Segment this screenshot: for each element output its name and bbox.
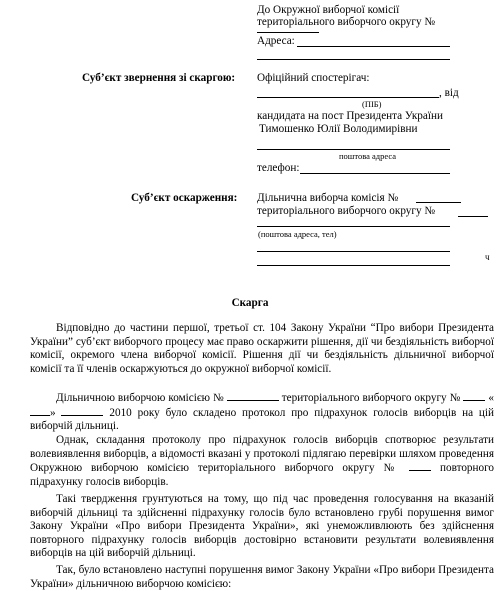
paragraph-2-part-a: Дільничною виборчою комісією № [56, 392, 224, 404]
paragraph-4-text: Такі твердження грунтуються на тому, що під час проведення голосування на вказаній виборчій дільниці та здійсненні підрахунку голосів було встановлено грубі порушення вимог Закону України «Про вибори Президента України», які унеможливлюють без здійснення повторного підрахунку голосів виборців достовірно встановити результати волевиявлення виборців на цій виборчій дільниці. [30, 493, 494, 559]
paragraph-2-part-b: територіального виборчого округу № [281, 392, 461, 404]
postal-address-line [257, 149, 450, 150]
postal-caption: поштова адреса [339, 151, 396, 161]
polling-station-number-line [416, 202, 461, 203]
observer-name-line [257, 97, 439, 98]
paragraph-2 [30, 391, 494, 434]
paragraph-2-part-e: 2010 року було складено протокол про підрахунок голосів виборців на цій виборчій дільниці. [30, 406, 495, 432]
document-title: Скарга [231, 297, 269, 309]
respondent-label: Суб’єкт оскарження: [131, 192, 238, 204]
district-number-line [257, 32, 319, 33]
respondent-line-2: територіального виборчого округу № [257, 205, 436, 217]
phone-label: телефон: [257, 162, 300, 174]
paragraph-2-quote-open: « [488, 392, 494, 404]
address-line-1 [297, 46, 450, 47]
paragraph-3-part-a: Однак, складання протоколу про підрахунок голосів виборців спотворює результати волевиявлення виборців, а відомості вказані у протоколі підлягаю перевірки шляхом проведення Окружною виборчою комісією територіального виборчого округу № [30, 434, 494, 474]
paragraph-1 [30, 322, 494, 376]
respondent-address-line [257, 226, 450, 227]
respondent-district-number-line [458, 216, 488, 217]
paragraph-1-text: Відповідно до частини першої, третьої ст. 104 Закону України “Про вибори Президента України” суб’єкт виборчого процесу має право оскаржити рішення, дії чи бездіяльність виборчої комісії, окремого члена виборчої комісії. Рішення дії чи бездіяльність дільничної виборчої комісії та її членів оскаржуються до окружної виборчої комісії. [30, 322, 494, 375]
candidate-name: Тимошенко Юлії Володимирівни [259, 123, 418, 135]
paragraph-4 [30, 493, 494, 561]
respondent-extra-line-2 [257, 265, 450, 266]
paragraph-3 [30, 434, 494, 489]
respondent-extra-line-1 [257, 251, 450, 252]
candidate-line: кандидата на пост Президента України [257, 110, 443, 122]
paragraph-5-text: Так, було встановлено наступні порушення вимог Закону України «Про вибори Президента України» дільничною виборчою комісією: [30, 564, 494, 590]
address-line-2 [257, 59, 450, 60]
from-suffix: , від [439, 87, 459, 99]
address-label: Адреса: [257, 35, 295, 47]
phone-line [300, 173, 450, 174]
paragraph-5 [30, 564, 494, 591]
respondent-line-1: Дільнична виборча комісія № [257, 192, 399, 204]
complainant-title: Офіційний спостерігач: [257, 72, 370, 84]
side-mark: ч [485, 252, 490, 262]
respondent-address-caption: (поштова адреса, тел) [258, 229, 337, 239]
addressee-line-1: До Окружної виборчої комісії [257, 4, 400, 16]
pib-caption: (ПІБ) [362, 99, 382, 109]
paragraph-3-part-b: повторного підрахунку голосів виборців. [30, 462, 494, 488]
complainant-label: Суб’єкт звернення зі скаргою: [82, 72, 236, 84]
addressee-line-2: територіального виборчого округу № [257, 16, 436, 28]
paragraph-2-quote-close: » [50, 406, 56, 419]
